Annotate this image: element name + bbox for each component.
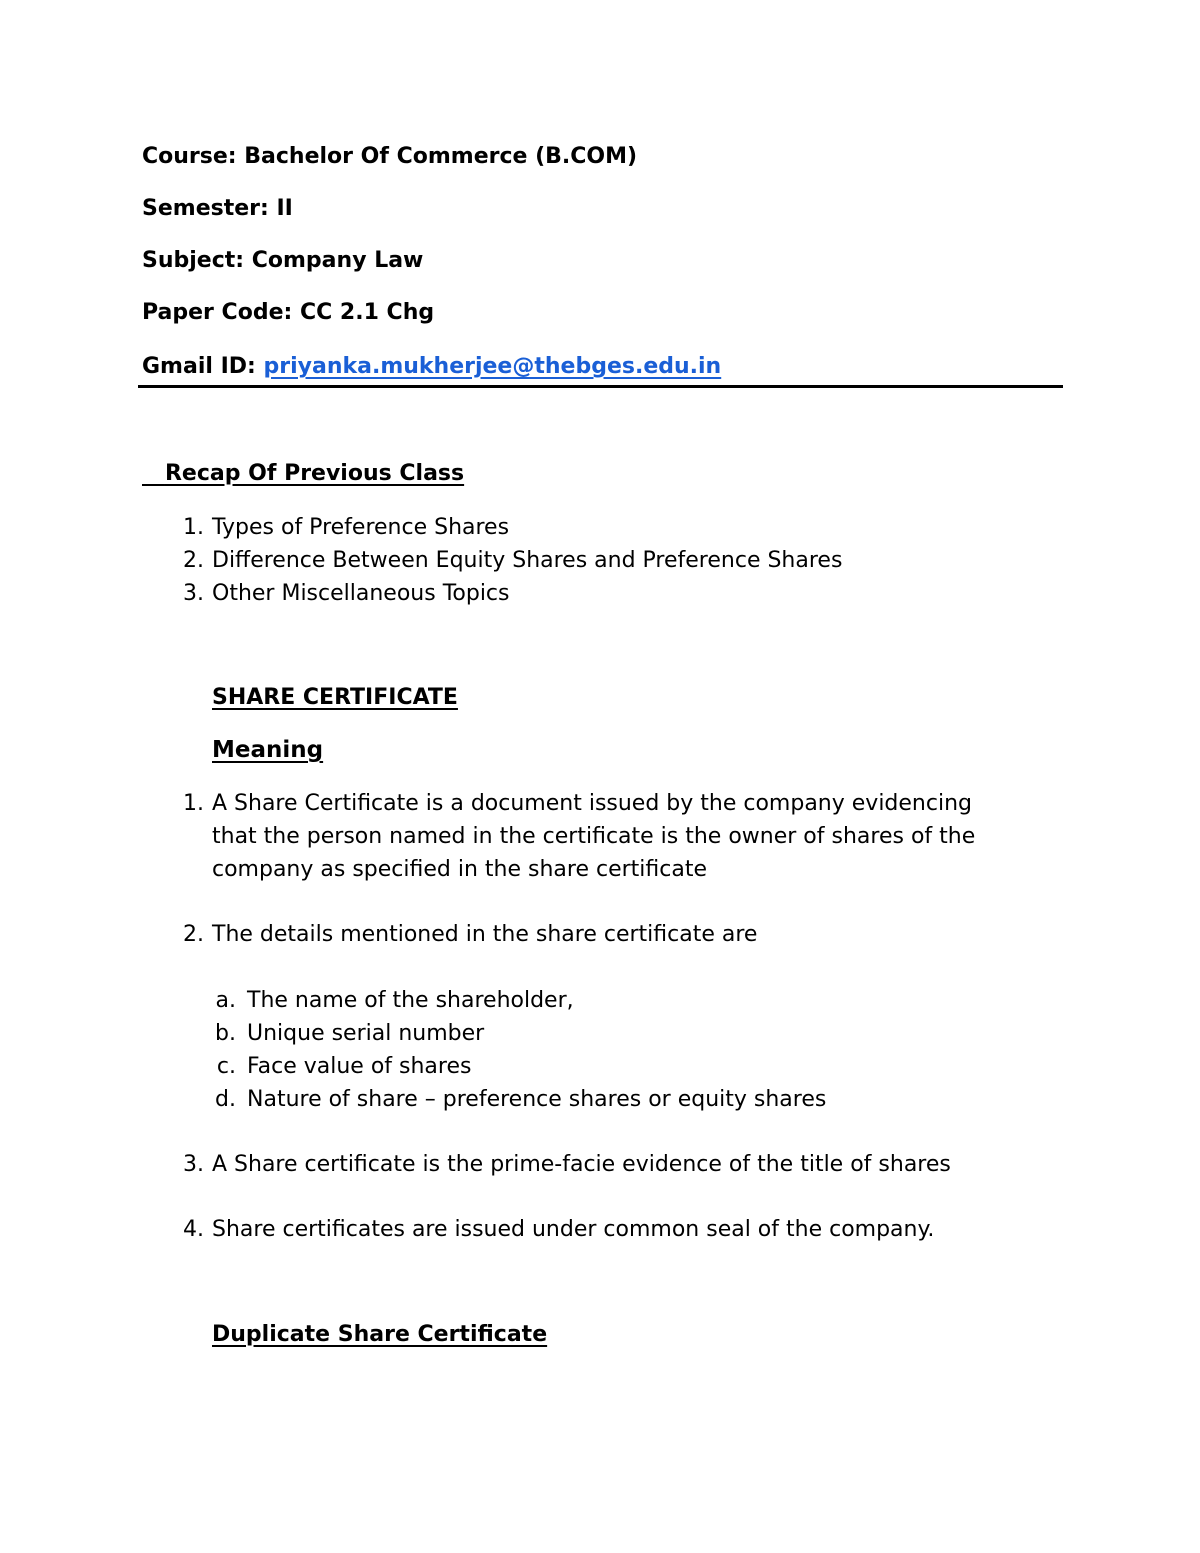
point-line: company as specified in the share certificate	[212, 857, 707, 882]
detail-item: Nature of share – preference shares or equity shares	[247, 1087, 827, 1112]
point-marker: 3.	[183, 1152, 204, 1177]
course-label: Course:	[142, 144, 237, 169]
subject-line	[142, 246, 423, 276]
recap-item: Types of Preference Shares	[212, 515, 510, 540]
recap-heading-text: Recap Of Previous Class	[164, 461, 465, 486]
gmail-line	[142, 352, 721, 382]
detail-marker: b.	[215, 1021, 236, 1046]
gmail-link[interactable]: priyanka.mukherjee@thebges.edu.in	[263, 354, 722, 379]
point-marker: 4.	[183, 1217, 204, 1242]
detail-item: Face value of shares	[247, 1054, 472, 1079]
paper-code-line	[142, 298, 434, 328]
recap-item-marker: 3.	[183, 581, 204, 606]
detail-item: Unique serial number	[247, 1021, 485, 1046]
course-value: Bachelor Of Commerce (B.COM)	[244, 144, 638, 169]
detail-marker: c.	[216, 1054, 236, 1079]
gmail-label: Gmail ID:	[142, 354, 256, 379]
meaning-subheading: Meaning	[212, 737, 324, 763]
semester-value: II	[276, 196, 293, 221]
recap-item-marker: 2.	[183, 548, 204, 573]
detail-item: The name of the shareholder,	[247, 988, 574, 1013]
detail-marker: d.	[215, 1087, 236, 1112]
point-marker: 2.	[183, 922, 204, 947]
point-line: A Share Certificate is a document issued by the company evidencing	[212, 791, 972, 816]
point-marker: 1.	[183, 791, 204, 816]
recap-item: Difference Between Equity Shares and Preference Shares	[212, 548, 843, 573]
subject-label: Subject:	[142, 248, 245, 273]
subject-value: Company Law	[251, 248, 424, 273]
detail-marker: a.	[215, 988, 236, 1013]
point-line: that the person named in the certificate is the owner of shares of the	[212, 824, 976, 849]
share-certificate-heading: SHARE CERTIFICATE	[212, 685, 458, 710]
point-line: Share certificates are issued under common seal of the company.	[212, 1217, 935, 1242]
recap-item: Other Miscellaneous Topics	[212, 581, 510, 606]
semester-label: Semester:	[142, 196, 269, 221]
point-line: The details mentioned in the share certificate are	[212, 922, 758, 947]
paper-code-value: CC 2.1 Chg	[299, 300, 435, 325]
recap-item-marker: 1.	[183, 515, 204, 540]
course-line	[142, 142, 637, 172]
point-line: A Share certificate is the prime-facie evidence of the title of shares	[212, 1152, 951, 1177]
recap-heading	[142, 459, 464, 489]
header-divider	[138, 385, 1063, 388]
semester-line	[142, 194, 293, 224]
paper-code-label: Paper Code:	[142, 300, 293, 325]
duplicate-heading: Duplicate Share Certificate	[212, 1322, 548, 1347]
